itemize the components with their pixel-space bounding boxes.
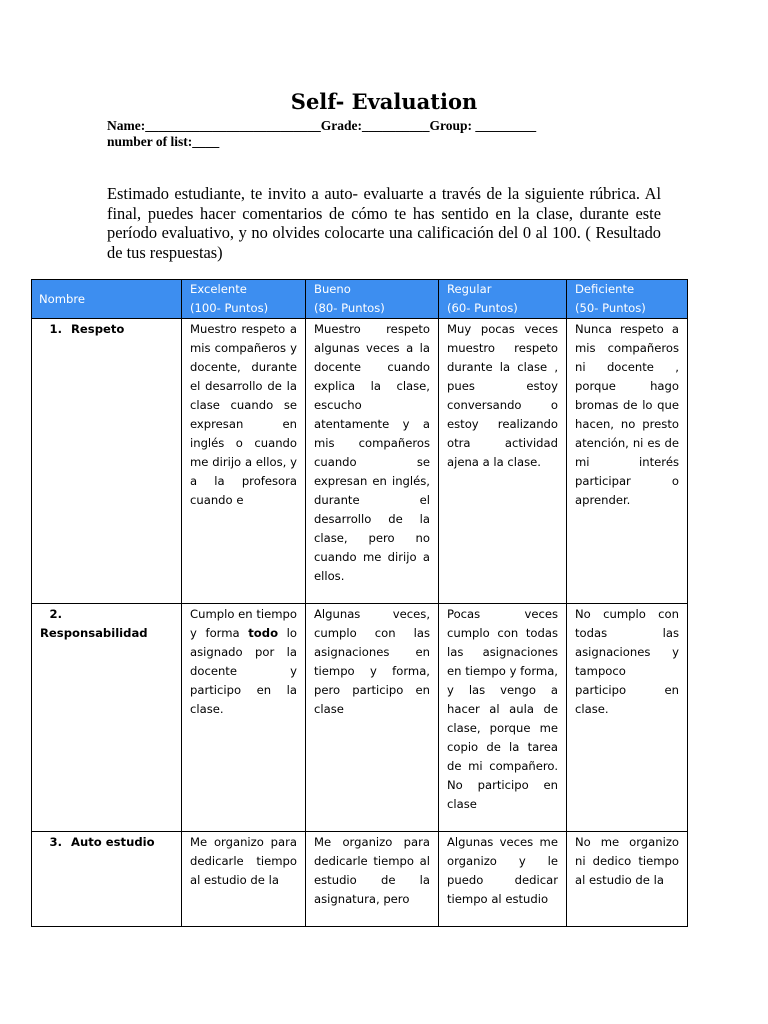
criterion-text: Muestro respeto a mis compañeros y docente, durante el desarrollo de la clase cuando se expresan en inglés o cuando me dirijo a ellos, y a la profesora cuando e xyxy=(190,322,297,507)
row-name-cell xyxy=(32,832,182,927)
row-number: 2. xyxy=(49,607,62,621)
rubric-table xyxy=(31,279,688,927)
criterion-emphasis: todo xyxy=(248,626,279,640)
criterion-text: No me organizo ni dedico tiempo al estudio de la xyxy=(575,835,679,887)
header-points: (50- Puntos) xyxy=(575,301,646,315)
header-label: Regular xyxy=(447,282,492,296)
criterion-text: Pocas veces cumplo con todas las asignaciones en tiempo y forma, y las vengo a hacer al aula de clase, porque me copio de la tarea de mi compañero. No participo en clase xyxy=(447,607,558,811)
header-points: (100- Puntos) xyxy=(190,301,269,315)
criterion-text: Nunca respeto a mis compañeros ni docente , porque hago bromas de lo que hacen, no presto atención, ni es de mi interés participar o aprender. xyxy=(575,322,679,507)
criterion-text: Algunas veces me organizo y le puedo dedicar tiempo al estudio xyxy=(447,835,558,906)
criterion-cell xyxy=(182,832,306,927)
criterion-text: No cumplo con todas las asignaciones y tampoco participo en clase. xyxy=(575,607,679,716)
header-points: (60- Puntos) xyxy=(447,301,518,315)
criterion-cell xyxy=(306,604,439,832)
criterion-cell xyxy=(182,604,306,832)
criterion-cell xyxy=(439,319,567,604)
criterion-cell xyxy=(439,832,567,927)
document-title: Self- Evaluation xyxy=(290,89,478,114)
row-name: Respeto xyxy=(71,322,125,336)
criterion-text: lo asignado por la docente y participo en la clase. xyxy=(190,626,297,716)
header-label: Excelente xyxy=(190,282,247,296)
row-number: 3. xyxy=(49,835,62,849)
criterion-text: Muy pocas veces muestro respeto durante la clase , pues estoy conversando o estoy realizando otra actividad ajena a la clase. xyxy=(447,322,558,469)
criterion-cell xyxy=(439,604,567,832)
number-of-list-line: number of list:____ xyxy=(107,134,220,149)
header-label: Bueno xyxy=(314,282,351,296)
criterion-text: Me organizo para dedicarle tiempo al estudio de la asignatura, pero xyxy=(314,835,430,906)
row-name: Responsabilidad xyxy=(40,626,148,640)
criterion-cell xyxy=(567,832,688,927)
criterion-cell xyxy=(306,832,439,927)
rubric-header-row xyxy=(32,280,688,319)
row-name: Auto estudio xyxy=(71,835,155,849)
criterion-cell xyxy=(182,319,306,604)
criterion-text: Cumplo en tiempo y forma xyxy=(190,607,297,640)
table-row xyxy=(32,604,688,832)
header-regular xyxy=(439,280,567,319)
criterion-cell xyxy=(567,604,688,832)
table-row xyxy=(32,319,688,604)
header-bueno xyxy=(306,280,439,319)
table-row xyxy=(32,832,688,927)
row-number: 1. xyxy=(49,322,62,336)
criterion-text: Muestro respeto algunas veces a la docente cuando explica la clase, escucho atentamente y a mis compañeros cuando se expresan en inglés, durante el desarrollo de la clase, pero no cuando me dirijo a ellos. xyxy=(314,322,430,583)
criterion-cell xyxy=(306,319,439,604)
header-label: Deficiente xyxy=(575,282,635,296)
criterion-cell xyxy=(567,319,688,604)
intro-paragraph: Estimado estudiante, te invito a auto- evaluarte a través de la siguiente rúbrica. Al final, puedes hacer comentarios de cómo te has sentido en la clase, durante este período evaluativo, y no olvides colocarte una calificación del 0 al 100. ( Resultado de tus respuestas) xyxy=(107,184,661,262)
header-points: (80- Puntos) xyxy=(314,301,385,315)
header-name: Nombre xyxy=(32,280,182,319)
row-name-cell xyxy=(32,319,182,604)
criterion-text: Me organizo para dedicarle tiempo al estudio de la xyxy=(190,835,297,887)
criterion-text: Algunas veces, cumplo con las asignaciones en tiempo y forma, pero participo en clase xyxy=(314,607,430,716)
header-deficiente xyxy=(567,280,688,319)
header-excelente xyxy=(182,280,306,319)
name-grade-group-line: Name:__________________________Grade:__________Group: _________ xyxy=(107,118,537,133)
row-name-cell xyxy=(32,604,182,832)
student-fields xyxy=(107,118,667,150)
